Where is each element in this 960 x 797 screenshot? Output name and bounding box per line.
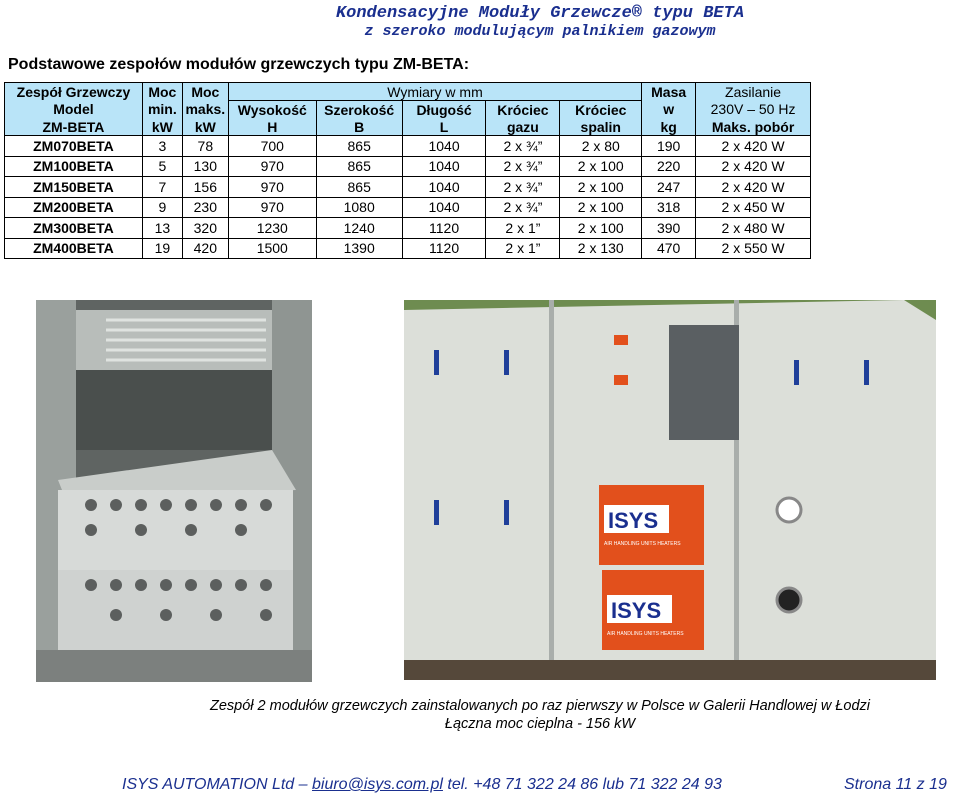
table-cell: 2 x 550 W bbox=[696, 238, 811, 259]
header-cell: B bbox=[316, 118, 402, 136]
table-cell: 3 bbox=[142, 136, 182, 157]
table-row bbox=[5, 136, 811, 157]
table-cell: 1500 bbox=[228, 238, 316, 259]
table-cell: 130 bbox=[182, 156, 228, 177]
table-cell: 190 bbox=[642, 136, 696, 157]
photo-installed-modules bbox=[404, 300, 936, 680]
table-cell: 13 bbox=[142, 218, 182, 239]
table-cell: 700 bbox=[228, 136, 316, 157]
footer-phone: tel. +48 71 322 24 86 lub 71 322 24 93 bbox=[447, 776, 722, 793]
header-cell: maks. bbox=[182, 101, 228, 119]
header-cell: gazu bbox=[486, 118, 560, 136]
table-cell: 2 x ¾” bbox=[486, 197, 560, 218]
table-cell: 320 bbox=[182, 218, 228, 239]
table-cell: 1120 bbox=[402, 218, 486, 239]
table-cell: 865 bbox=[316, 156, 402, 177]
table-cell: 2 x 1” bbox=[486, 218, 560, 239]
table-cell: 970 bbox=[228, 177, 316, 198]
header-cell: kW bbox=[182, 118, 228, 136]
table-cell: 1240 bbox=[316, 218, 402, 239]
header-cell: ZM-BETA bbox=[5, 118, 143, 136]
table-cell: 2 x ¾” bbox=[486, 136, 560, 157]
header-cell: w bbox=[642, 101, 696, 119]
table-row bbox=[5, 177, 811, 198]
table-cell: 2 x 420 W bbox=[696, 136, 811, 157]
photo-caption-line2: Łączna moc cieplna - 156 kW bbox=[444, 716, 636, 732]
table-cell: 2 x 1” bbox=[486, 238, 560, 259]
table-cell: 1040 bbox=[402, 177, 486, 198]
header-cell: Wymiary w mm bbox=[228, 83, 641, 101]
table-cell: 865 bbox=[316, 177, 402, 198]
table-row bbox=[5, 238, 811, 259]
table-cell: 2 x ¾” bbox=[486, 177, 560, 198]
table-cell: 470 bbox=[642, 238, 696, 259]
header-cell: Moc bbox=[182, 83, 228, 101]
header-cell: Króciec bbox=[560, 101, 642, 119]
header-cell: Króciec bbox=[486, 101, 560, 119]
table-cell: 2 x 130 bbox=[560, 238, 642, 259]
table-cell: 19 bbox=[142, 238, 182, 259]
header-cell: Moc bbox=[142, 83, 182, 101]
header-cell: Maks. pobór bbox=[696, 118, 811, 136]
table-cell: 390 bbox=[642, 218, 696, 239]
photo-module-interior bbox=[36, 300, 312, 682]
header-cell: Szerokość bbox=[316, 101, 402, 119]
model-cell: ZM100BETA bbox=[5, 156, 143, 177]
table-cell: 2 x 480 W bbox=[696, 218, 811, 239]
table-cell: 156 bbox=[182, 177, 228, 198]
model-cell: ZM070BETA bbox=[5, 136, 143, 157]
header-title-line1: Kondensacyjne Moduły Grzewcze® typu BETA bbox=[335, 4, 745, 23]
header-cell: kW bbox=[142, 118, 182, 136]
table-row bbox=[5, 156, 811, 177]
table-cell: 1230 bbox=[228, 218, 316, 239]
table-header-row bbox=[5, 83, 811, 101]
table-row bbox=[5, 218, 811, 239]
table-cell: 7 bbox=[142, 177, 182, 198]
header-title-line2: z szeroko modulującym palnikiem gazowym bbox=[364, 23, 716, 40]
table-cell: 420 bbox=[182, 238, 228, 259]
footer-contact bbox=[122, 776, 722, 794]
table-cell: 970 bbox=[228, 156, 316, 177]
table-cell: 9 bbox=[142, 197, 182, 218]
table-cell: 1040 bbox=[402, 156, 486, 177]
header-cell: L bbox=[402, 118, 486, 136]
table-cell: 247 bbox=[642, 177, 696, 198]
header-cell: Zasilanie bbox=[696, 83, 811, 101]
model-cell: ZM150BETA bbox=[5, 177, 143, 198]
table-cell: 78 bbox=[182, 136, 228, 157]
header-cell: min. bbox=[142, 101, 182, 119]
table-cell: 2 x ¾” bbox=[486, 156, 560, 177]
header-cell: Wysokość bbox=[228, 101, 316, 119]
table-cell: 2 x 450 W bbox=[696, 197, 811, 218]
table-cell: 2 x 100 bbox=[560, 177, 642, 198]
section-subtitle: Podstawowe zespołów modułów grzewczych typu ZM-BETA: bbox=[8, 56, 470, 73]
table-cell: 220 bbox=[642, 156, 696, 177]
table-cell: 2 x 100 bbox=[560, 197, 642, 218]
model-cell: ZM200BETA bbox=[5, 197, 143, 218]
model-cell: ZM300BETA bbox=[5, 218, 143, 239]
header-cell: Zespół Grzewczy bbox=[5, 83, 143, 101]
header-cell: Model bbox=[5, 101, 143, 119]
footer-company: ISYS AUTOMATION Ltd bbox=[122, 776, 295, 793]
header-cell: 230V – 50 Hz bbox=[696, 101, 811, 119]
brand-label-lower: ISYS bbox=[611, 598, 662, 623]
table-header-row bbox=[5, 101, 811, 119]
table-row bbox=[5, 197, 811, 218]
header-cell: Masa bbox=[642, 83, 696, 101]
header-cell: Długość bbox=[402, 101, 486, 119]
table-cell: 1040 bbox=[402, 136, 486, 157]
brand-sub-lower: AIR HANDLING UNITS HEATERS bbox=[607, 631, 684, 637]
table-cell: 2 x 420 W bbox=[696, 177, 811, 198]
table-cell: 865 bbox=[316, 136, 402, 157]
table-cell: 1120 bbox=[402, 238, 486, 259]
table-cell: 970 bbox=[228, 197, 316, 218]
photo-caption-line1: Zespół 2 modułów grzewczych zainstalowanych po raz pierwszy w Polsce w Galerii Handlowej w Łodzi bbox=[209, 698, 871, 714]
footer-page-number: Strona 11 z 19 bbox=[844, 776, 947, 793]
footer-dash: – bbox=[298, 776, 308, 793]
footer-email-link[interactable]: biuro@isys.com.pl bbox=[312, 776, 443, 793]
table-cell: 230 bbox=[182, 197, 228, 218]
header-cell: kg bbox=[642, 118, 696, 136]
table-cell: 2 x 100 bbox=[560, 218, 642, 239]
header-cell: spalin bbox=[560, 118, 642, 136]
table-cell: 2 x 100 bbox=[560, 156, 642, 177]
table-cell: 2 x 80 bbox=[560, 136, 642, 157]
brand-label-upper: ISYS bbox=[608, 508, 659, 533]
brand-sub-upper: AIR HANDLING UNITS HEATERS bbox=[604, 541, 681, 547]
table-cell: 1080 bbox=[316, 197, 402, 218]
table-cell: 1390 bbox=[316, 238, 402, 259]
model-cell: ZM400BETA bbox=[5, 238, 143, 259]
table-cell: 5 bbox=[142, 156, 182, 177]
table-cell: 318 bbox=[642, 197, 696, 218]
header-cell: H bbox=[228, 118, 316, 136]
table-cell: 2 x 420 W bbox=[696, 156, 811, 177]
table-cell: 1040 bbox=[402, 197, 486, 218]
spec-table bbox=[4, 82, 811, 259]
table-header-row bbox=[5, 118, 811, 136]
